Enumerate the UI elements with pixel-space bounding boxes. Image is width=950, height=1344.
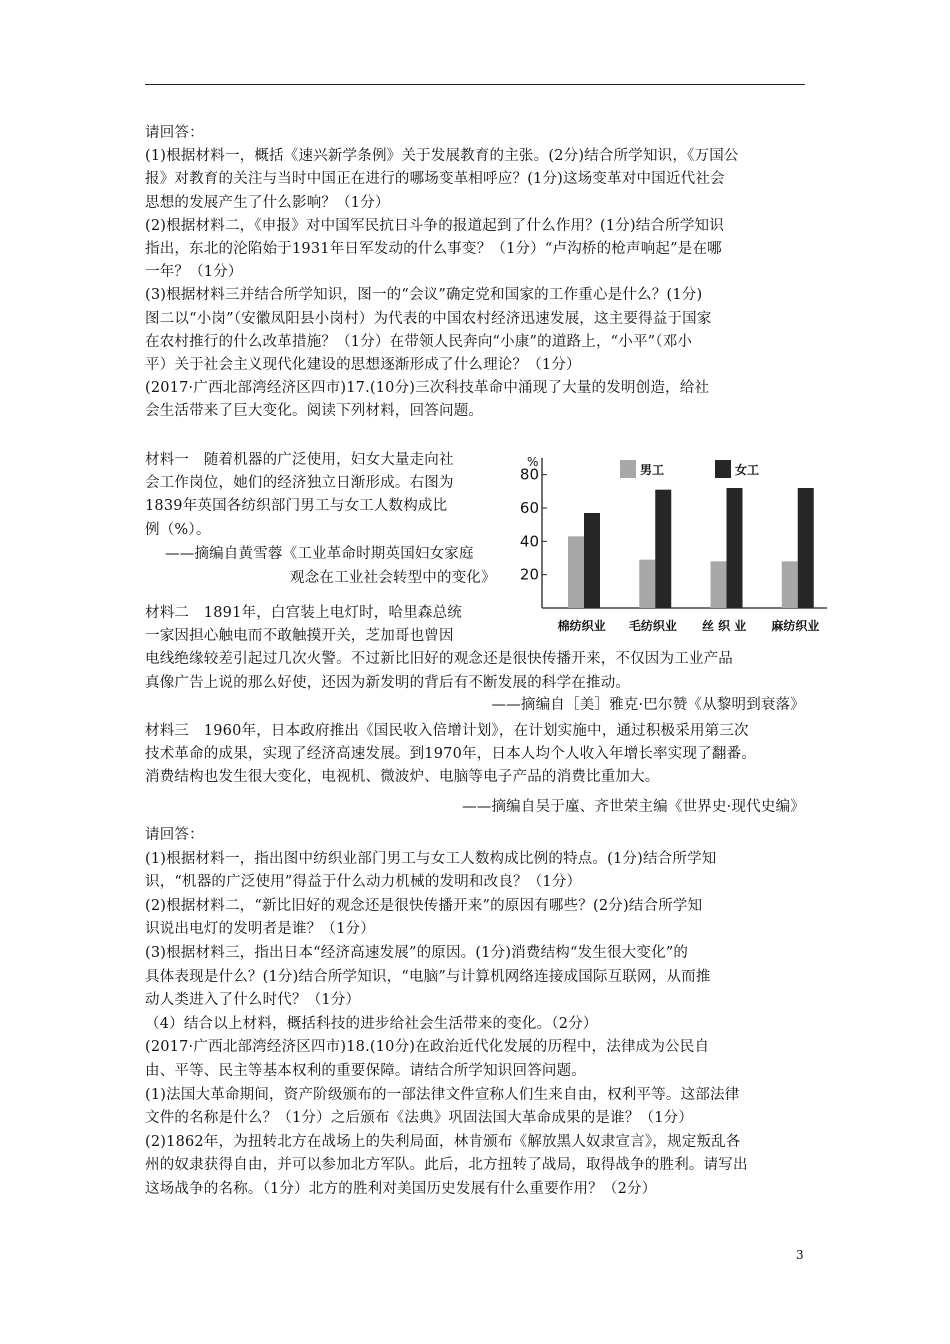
text-line: (2)1862年，为扭转北方在战场上的失利局面，林肯颁布《解放黑人奴隶宣言》，规定叛乱各 (145, 1133, 741, 1150)
text-line: 图二以“小岗”（安徽凤阳县小岗村）为代表的中国农村经济迅速发展，这主要得益于国家 (145, 310, 712, 327)
category-label: 棉纺织业 (557, 619, 606, 633)
category-label: 麻纺织业 (771, 619, 820, 633)
material-2-line: 一家因担心触电而不敢触摸开关，芝加哥也曾因 (145, 628, 454, 645)
text-line: 识，“机器的广泛使用”得益于什么动力机械的发明和改良？（1分） (145, 874, 582, 891)
category-label: 毛纺织业 (628, 619, 677, 633)
text-line: (3)根据材料三并结合所学知识，图一的“会议”确定党和国家的工作重心是什么？(1分) (145, 287, 703, 304)
text-line: (1)法国大革命期间，资产阶级颁布的一部法律文件宣称人们生来自由，权利平等。这部法律 (145, 1086, 740, 1103)
bar-female (727, 488, 743, 608)
category-label: 丝 织 业 (701, 619, 747, 633)
text-line: (1)根据材料一，指出图中纺织业部门男工与女工人数构成比例的特点。(1分)结合所学知 (145, 850, 717, 867)
y-tick-label: 60 (519, 499, 539, 517)
text-line: (2017·广西北部湾经济区四市)17.(10分)三次科技革命中涌现了大量的发明创造，给社 (145, 380, 710, 397)
bar-male (711, 561, 727, 608)
material-1-line: 例（%）。 (145, 521, 211, 538)
y-tick-label: 80 (519, 465, 539, 484)
bar-female (584, 513, 600, 608)
bar-female (655, 490, 671, 608)
material-1-line: 材料一 随着机器的广泛使用，妇女大量走向社 (145, 452, 454, 468)
text-line: 平）关于社会主义现代化建设的思想逐渐形成了什么理论？（1分） (145, 357, 581, 373)
bar-male (568, 536, 584, 608)
material-2-line: 真像广告上说的那么好使，还因为新发明的背后有不断发展的科学在推动。 (145, 674, 631, 691)
text-line: 动人类进入了什么时代？（1分） (145, 992, 361, 1009)
y-tick-label: 40 (519, 532, 539, 551)
material-1-line: 1839年英国各纺织部门男工与女工人数构成比 (145, 498, 448, 515)
text-line: (2)根据材料二，《申报》对中国军民抗日斗争的报道起到了什么作用？(1分)结合所学知识 (145, 217, 724, 234)
text-line: (2017·广西北部湾经济区四市)18.(10分)在政治近代化发展的历程中，法律成为公民自 (145, 1039, 710, 1056)
text-line: (1)根据材料一，概括《速兴新学条例》关于发展教育的主张。(2分)结合所学知识，《万国公 (145, 148, 739, 165)
material-3-source: ——摘编自吴于廑、齐世荣主编《世界史·现代史编》 (462, 799, 805, 815)
text-line: 报》对教育的关注与当时中国正在进行的哪场变革相呼应？(1分)这场变革对中国近代社会 (145, 171, 725, 188)
material-1-source-line: 观念在工业社会转型中的变化》 (290, 570, 496, 586)
text-line: 指出，东北的沦陷始于1931年日军发动的什么事变？（1分）“卢沟桥的枪声响起”是在哪 (145, 241, 722, 257)
text-line: 思想的发展产生了什么影响？（1分） (145, 194, 390, 211)
material-3-line: 技术革命的成果，实现了经济高速发展。到1970年，日本人均个人收入年增长率实现了翻番。 (145, 746, 756, 763)
textile-workers-bar-chart (519, 450, 835, 635)
text-line: （4）结合以上材料，概括科技的进步给社会生活带来的变化。（2分） (145, 1015, 598, 1032)
bar-male (782, 561, 798, 608)
text-line: 请回答： (145, 125, 204, 141)
text-line: 这场战争的名称。（1分）北方的胜利对美国历史发展有什么重要作用？（2分） (145, 1181, 657, 1197)
material-2-line: 材料二 1891年，白宫装上电灯时，哈里森总统 (145, 605, 462, 621)
bar-male (639, 560, 655, 608)
material-1-line: 会工作岗位，她们的经济独立日渐形成。右图为 (145, 475, 454, 492)
legend-label: 男工 (640, 463, 665, 477)
header-rule (145, 84, 805, 85)
material-3-line: 材料三 1960年，日本政府推出《国民收入倍增计划》，在计划实施中，通过积极采用第三次 (145, 723, 749, 739)
text-line: 一年？（1分） (145, 264, 243, 281)
y-tick-label: 20 (519, 565, 539, 584)
legend-swatch (620, 460, 636, 478)
material-3-line: 消费结构也发生很大变化，电视机、微波炉、电脑等电子产品的消费比重加大。 (145, 769, 660, 786)
material-2-source: ——摘编自［美］雅克·巴尔赞《从黎明到衰落》 (491, 697, 805, 713)
text-line: 州的奴隶获得自由，并可以参加北方军队。此后，北方扭转了战局，取得战争的胜利。请写出 (145, 1157, 748, 1174)
y-axis-label: % (527, 455, 539, 469)
page-number: 3 (796, 1248, 804, 1262)
legend-swatch (715, 460, 731, 478)
bar-female (798, 488, 814, 608)
text-line: (3)根据材料三，指出日本“经济高速发展”的原因。(1分)消费结构“发生很大变化”的 (145, 945, 689, 961)
text-line: (2)根据材料二，“新比旧好的观念还是很快传播开来”的原因有哪些？(2分)结合所学知 (145, 897, 703, 914)
text-line: 文件的名称是什么？（1分）之后颁布《法典》巩固法国大革命成果的是谁？（1分） (145, 1110, 694, 1127)
text-line: 由、平等、民主等基本权利的重要保障。请结合所学知识回答问题。 (145, 1063, 586, 1079)
text-line: 在农村推行的什么改革措施？（1分）在带领人民奔向“小康”的道路上，“小平”（邓小 (145, 333, 693, 350)
material-2-line: 电线绝缘较差引起过几次火警。不过新比旧好的观念还是很快传播开来，不仅因为工业产品 (145, 651, 733, 668)
text-line: 识说出电灯的发明者是谁？（1分） (145, 921, 375, 938)
text-line: 会生活带来了巨大变化。阅读下列材料，回答问题。 (145, 403, 484, 420)
text-line: 请回答： (145, 827, 204, 843)
legend-label: 女工 (735, 463, 760, 477)
material-1-source-line: ——摘编自黄雪蓉《工业革命时期英国妇女家庭 (165, 546, 474, 562)
text-line: 具体表现是什么？(1分)结合所学知识，“电脑”与计算机网络连接成国际互联网，从而推 (145, 968, 711, 985)
